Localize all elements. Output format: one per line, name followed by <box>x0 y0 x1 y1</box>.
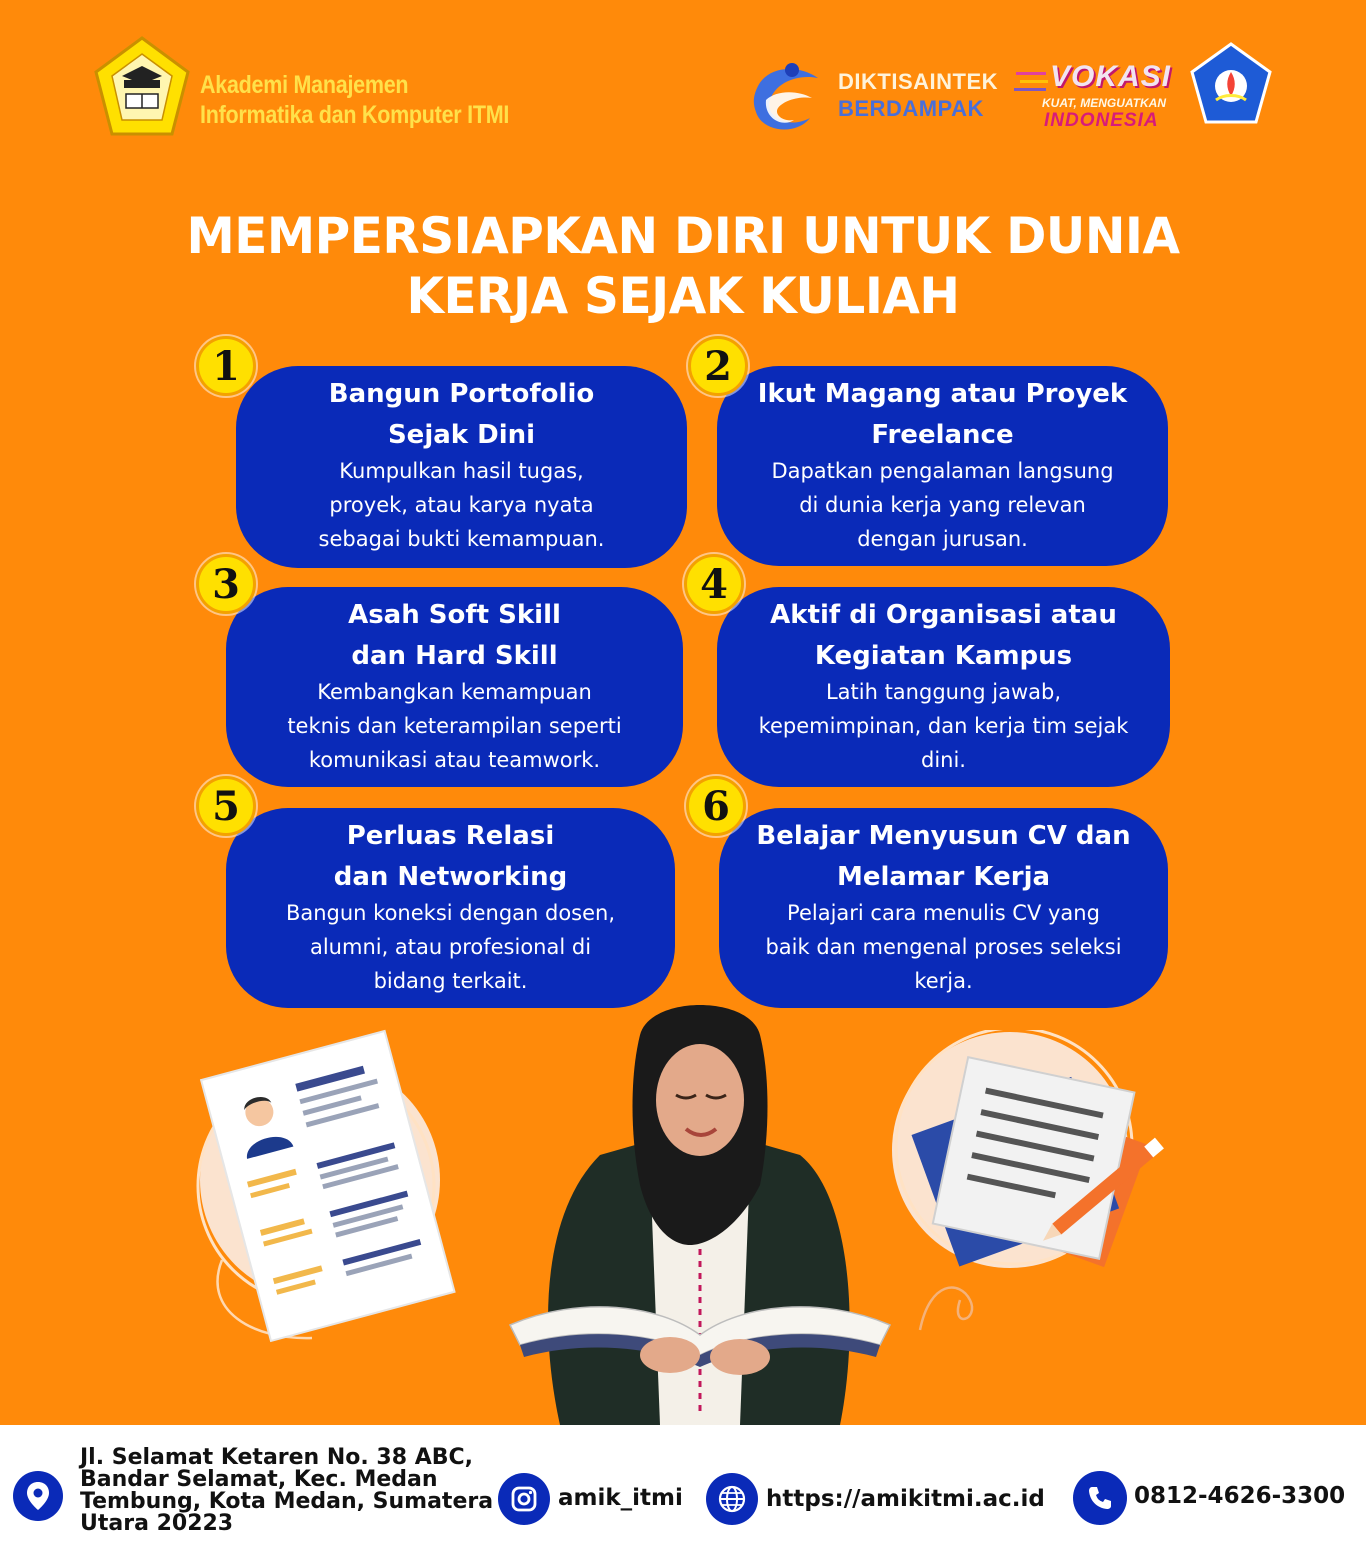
step-number-badge: 3 <box>196 554 256 614</box>
phone-icon[interactable] <box>1073 1471 1127 1525</box>
instagram-handle[interactable]: amik_itmi <box>558 1485 683 1511</box>
cv-resume-illustration <box>192 1020 472 1350</box>
page-title <box>0 206 1366 326</box>
address-line: Tembung, Kota Medan, Sumatera <box>80 1489 494 1514</box>
step-number-badge: 5 <box>196 776 256 836</box>
card-title-line: Perluas Relasi <box>346 821 555 851</box>
card-desc-line: Kembangkan kemampuan <box>317 680 592 704</box>
card-desc-line: sebagai bukti kemampuan. <box>318 527 605 551</box>
student-reading-book-illustration <box>500 995 895 1425</box>
diktisaintek-emblem-icon <box>748 56 828 136</box>
card-bangun-portofolio <box>236 366 687 568</box>
vokasi-title: VOKASI <box>1050 60 1172 93</box>
location-pin-icon <box>13 1471 63 1521</box>
step-number-badge: 4 <box>684 554 744 614</box>
card-title-line: dan Networking <box>333 862 568 892</box>
instagram-icon[interactable] <box>498 1473 550 1525</box>
card-title-line: Belajar Menyusun CV dan <box>756 821 1131 851</box>
vokasi-indonesia: INDONESIA <box>1044 110 1159 131</box>
vokasi-subtitle: KUAT, MENGUATKAN <box>1042 96 1166 110</box>
card-desc-line: Latih tanggung jawab, <box>825 680 1062 704</box>
card-desc-line: kerja. <box>914 969 973 993</box>
card-title-line: Sejak Dini <box>387 420 536 450</box>
title-line-2: KERJA SEJAK KULIAH <box>406 267 960 325</box>
card-title-line: Asah Soft Skill <box>348 600 561 630</box>
website-link[interactable]: https://amikitmi.ac.id <box>766 1486 1045 1512</box>
card-desc-line: dini. <box>921 748 966 772</box>
card-desc-line: dengan jurusan. <box>857 527 1028 551</box>
card-title-line: Bangun Portofolio <box>328 379 595 409</box>
documents-pencil-illustration <box>890 1030 1190 1360</box>
card-title-line: Ikut Magang atau Proyek <box>757 379 1128 409</box>
globe-icon[interactable] <box>706 1473 758 1525</box>
step-number-badge: 6 <box>686 776 746 836</box>
address <box>80 1447 493 1535</box>
card-desc-line: alumni, atau profesional di <box>309 935 592 959</box>
card-title-line: Kegiatan Kampus <box>814 641 1073 671</box>
card-asah-skill <box>226 587 683 787</box>
card-desc-line: proyek, atau karya nyata <box>329 493 594 517</box>
card-aktif-organisasi <box>717 587 1170 787</box>
card-title-line: Melamar Kerja <box>836 862 1051 892</box>
card-desc-line: teknis dan keterampilan seperti <box>287 714 622 738</box>
card-desc-line: di dunia kerja yang relevan <box>799 493 1086 517</box>
institution-line-2: Informatika dan Komputer ITMI <box>200 101 510 129</box>
institution-line-1: Akademi Manajemen <box>200 71 409 99</box>
vokasi-logo <box>1014 60 1172 140</box>
card-desc-line: baik dan mengenal proses seleksi <box>765 935 1122 959</box>
footer <box>0 1425 1366 1548</box>
step-number-badge: 1 <box>196 336 256 396</box>
card-desc-line: komunikasi atau teamwork. <box>308 748 601 772</box>
card-belajar-cv <box>719 808 1168 1008</box>
card-desc-line: Kumpulkan hasil tugas, <box>339 459 584 483</box>
card-title-line: Aktif di Organisasi atau <box>770 600 1117 630</box>
card-title-line: Freelance <box>871 420 1014 450</box>
card-title-line: dan Hard Skill <box>351 641 558 671</box>
step-number-badge: 2 <box>688 336 748 396</box>
card-perluas-relasi <box>226 808 675 1008</box>
card-desc-line: Dapatkan pengalaman langsung <box>771 459 1114 483</box>
amik-itmi-logo <box>92 36 192 140</box>
address-line: Jl. Selamat Ketaren No. 38 ABC, <box>80 1445 473 1470</box>
institution-name <box>200 70 509 130</box>
address-line: Bandar Selamat, Kec. Medan <box>80 1467 438 1492</box>
card-desc-line: bidang terkait. <box>373 969 528 993</box>
diktisaintek-logo <box>748 56 998 136</box>
card-ikut-magang <box>717 366 1168 566</box>
card-desc-line: Pelajari cara menulis CV yang <box>787 901 1100 925</box>
diktisaintek-text: DIKTISAINTEK <box>838 69 998 94</box>
address-line: Utara 20223 <box>80 1511 234 1536</box>
tut-wuri-handayani-logo <box>1188 42 1274 128</box>
title-line-1: MEMPERSIAPKAN DIRI UNTUK DUNIA <box>186 207 1180 265</box>
card-desc-line: kepemimpinan, dan kerja tim sejak <box>758 714 1129 738</box>
card-desc-line: Bangun koneksi dengan dosen, <box>285 901 616 925</box>
phone-number[interactable]: 0812-4626-3300 <box>1134 1483 1346 1509</box>
berdampak-text: BERDAMPAK <box>838 96 984 121</box>
